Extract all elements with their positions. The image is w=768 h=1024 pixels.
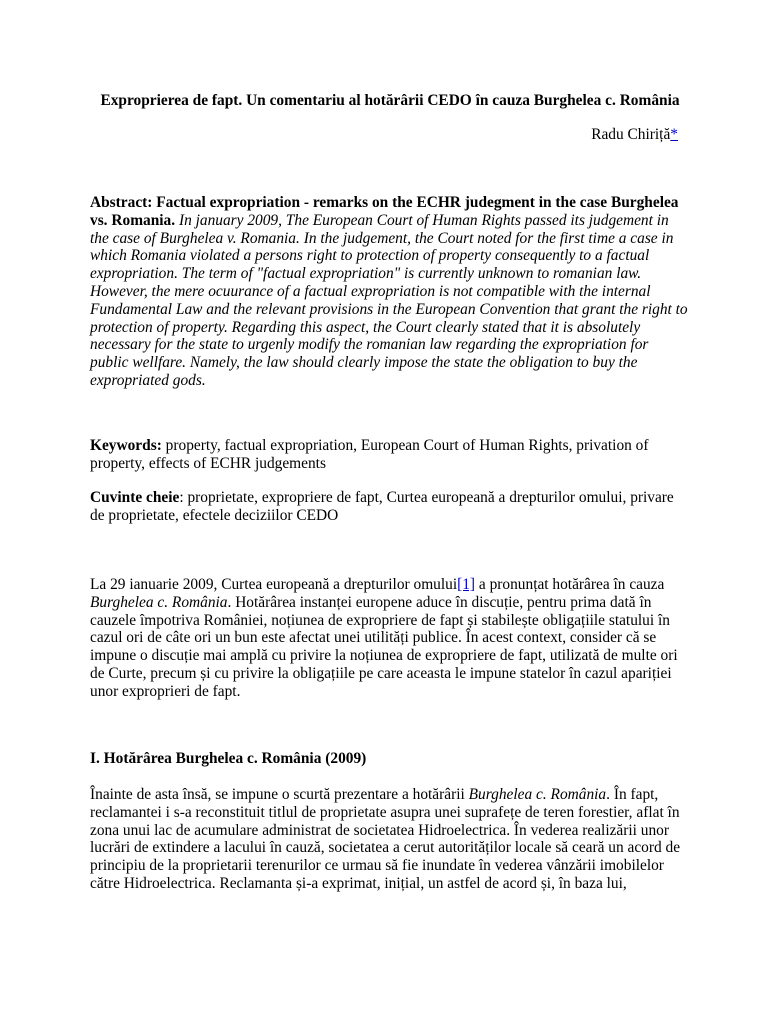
cuvinte-cheie-paragraph <box>90 489 690 525</box>
intro-text-part2: a pronunțat hotărârea în cauza <box>475 576 665 593</box>
keywords-text: property, factual expropriation, European Court of Human Rights, privation of property, effects of ECHR judgements <box>90 437 649 472</box>
keywords-label: Keywords: <box>90 437 162 454</box>
abstract-label: Abstract: Factual expropriation - remarks on the ECHR judegment in the case Burghelea vs. Romania. <box>90 194 679 229</box>
cuvinte-cheie-text: : proprietate, expropriere de fapt, Curtea europeană a drepturilor omului, privare de proprietate, efectele deciziilor CEDO <box>90 489 674 524</box>
keywords-paragraph <box>90 437 690 473</box>
intro-case-name: Burghelea c. România <box>90 593 228 611</box>
footnote-1-link[interactable]: [1] <box>457 576 476 593</box>
document-title: Exproprierea de fapt. Un comentariu al hotărârii CEDO în cauza Burghelea c. România <box>100 92 680 109</box>
intro-text-part3: . Hotărârea instanței europene aduce în discuție, pentru prima dată în cauzele împotriva României, noțiunea de expropriere de fapt și stabilește obligațiile statului în cazul ori de câte ori un bun este afectat unei utilități publice. În acest context, consider că se impune o discuție mai amplă cu privire la noțiunea de expropriere de fapt, utilizată de multe ori de Curte, precum și cu privire la obligațiile pe care aceasta le impune statelor în cazul apariției unor exproprieri de fapt. <box>90 593 678 700</box>
author-line <box>591 126 678 144</box>
author-name: Radu Chiriță <box>591 126 671 143</box>
abstract-paragraph <box>90 194 690 390</box>
section-text-part2: . În fapt, reclamantei i s-a reconstituit titlul de proprietate asupra unei suprafețe de teren forestier, aflat în zona unui lac de acumulare administrat de societatea Hidroelectrica. În vederea realizării unor lucrări de extindere a lacului în cauză, societatea a cerut autorităților locale să ceară un acord de principiu de la proprietarii terenurilor ce urmau să fie inundate în vederea vânzării imobilelor către Hidroelectrica. Reclamanta și-a exprimat, inițial, un astfel de acord și, în baza lui, <box>90 786 681 892</box>
intro-text-part1: La 29 ianuarie 2009, Curtea europeană a drepturilor omului <box>90 576 458 593</box>
intro-paragraph <box>90 576 690 701</box>
section-text-part1: Înainte de asta însă, se impune o scurtă prezentare a hotărârii <box>90 786 469 803</box>
abstract-text: In january 2009, The European Court of Human Rights passed its judgement in the case of Burghelea v. Romania. In the judgement, the Court noted for the first time a case in which Romania violated a persons right to protection of property consequently to a factual expropriation. The term of "factual expropriation" is currently unknown to romanian law. However, the mere ocuurance of a factual expropriation is not compatible with the internal Fundamental Law and the relevant provisions in the European Convention that grant the right to protection of property. Regarding this aspect, the Court clearly stated that it is absolutely necessary for the state to urgenly modify the romanian law regarding the expropriation for public wellfare. Namely, the law should clearly impose the state the obligation to buy the expropriated gods. <box>90 211 688 389</box>
cuvinte-cheie-label: Cuvinte cheie <box>90 489 180 506</box>
section-heading: I. Hotărârea Burghelea c. România (2009) <box>90 750 367 767</box>
section-paragraph <box>90 786 690 893</box>
section-case-name: Burghelea c. România <box>468 786 607 803</box>
author-footnote-link[interactable]: * <box>670 126 678 143</box>
